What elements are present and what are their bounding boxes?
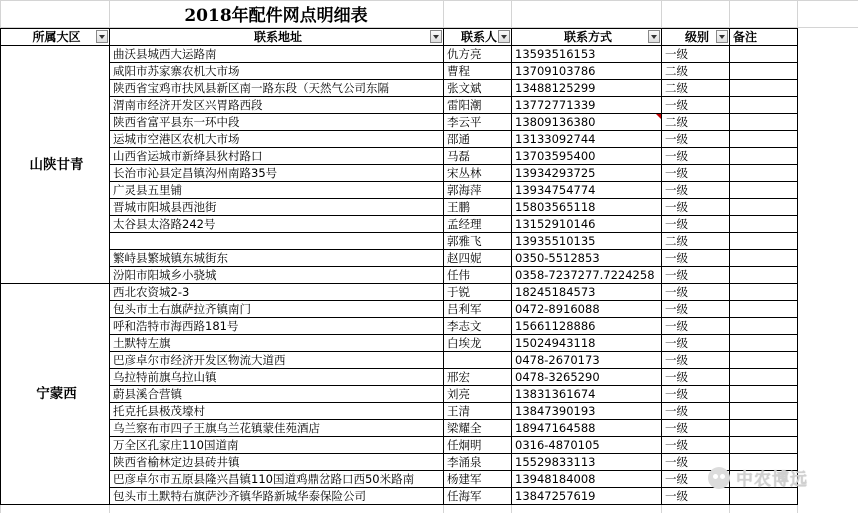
contact-cell[interactable]: 邢宏 (444, 369, 512, 386)
contact-cell[interactable] (444, 352, 512, 369)
table-row (1, 131, 798, 148)
table-row (1, 182, 798, 199)
note-cell[interactable] (730, 216, 798, 233)
phone-cell[interactable]: 13772771339 (512, 97, 662, 114)
table-row (1, 437, 798, 454)
contact-cell[interactable]: 郭雅飞 (444, 233, 512, 250)
contact-cell[interactable]: 王鹏 (444, 199, 512, 216)
wechat-icon (708, 467, 730, 489)
contact-cell[interactable]: 梁耀全 (444, 420, 512, 437)
contact-cell[interactable]: 任海军 (444, 488, 512, 505)
phone-cell[interactable]: 0472-8916088 (512, 301, 662, 318)
address-cell[interactable]: 蔚县溪合营镇 (110, 386, 444, 403)
address-cell[interactable] (110, 233, 444, 250)
note-cell[interactable] (730, 250, 798, 267)
contact-cell[interactable]: 刘亮 (444, 386, 512, 403)
note-cell[interactable] (730, 352, 798, 369)
table-row (1, 420, 798, 437)
level-cell[interactable]: 一级 (662, 131, 730, 148)
level-cell[interactable]: 一级 (662, 165, 730, 182)
note-cell[interactable] (730, 131, 798, 148)
phone-cell[interactable]: 13935510135 (512, 233, 662, 250)
table-row (1, 335, 798, 352)
level-cell[interactable]: 一级 (662, 488, 730, 505)
address-cell[interactable]: 山西省运城市新绛县狄村路口 (110, 148, 444, 165)
note-cell[interactable] (730, 46, 798, 63)
phone-cell[interactable]: 13133092744 (512, 131, 662, 148)
phone-cell[interactable]: 13709103786 (512, 63, 662, 80)
phone-cell[interactable]: 13488125299 (512, 80, 662, 97)
address-cell[interactable]: 土默特左旗 (110, 335, 444, 352)
level-cell[interactable]: 一级 (662, 369, 730, 386)
level-cell[interactable]: 一级 (662, 454, 730, 471)
table-row (1, 454, 798, 471)
level-cell[interactable]: 一级 (662, 46, 730, 63)
address-cell[interactable]: 巴彦卓尔市五原县隆兴昌镇110国道鸡鼎岔路口西50米路南 (110, 471, 444, 488)
note-cell[interactable] (730, 437, 798, 454)
contact-cell[interactable]: 李志文 (444, 318, 512, 335)
address-cell[interactable]: 广灵县五里铺 (110, 182, 444, 199)
address-cell[interactable]: 咸阳市苏家寨农机大市场 (110, 63, 444, 80)
note-cell[interactable] (730, 301, 798, 318)
contact-cell[interactable]: 于锐 (444, 284, 512, 301)
level-cell[interactable]: 二级 (662, 80, 730, 97)
contact-cell[interactable]: 白埃龙 (444, 335, 512, 352)
phone-cell[interactable]: 13152910146 (512, 216, 662, 233)
table-row (1, 63, 798, 80)
level-cell[interactable]: 一级 (662, 182, 730, 199)
note-cell[interactable] (730, 114, 798, 131)
note-cell[interactable] (730, 369, 798, 386)
level-cell[interactable]: 一级 (662, 267, 730, 284)
contact-cell[interactable]: 李涌泉 (444, 454, 512, 471)
note-cell[interactable] (730, 488, 798, 505)
phone-cell[interactable]: 13934754774 (512, 182, 662, 199)
address-cell[interactable]: 渭南市经济开发区兴胃路西段 (110, 97, 444, 114)
note-cell[interactable] (730, 182, 798, 199)
watermark (708, 465, 808, 490)
phone-cell[interactable]: 13847257619 (512, 488, 662, 505)
header-region-label: 所属大区 (32, 30, 81, 44)
address-cell[interactable]: 包头市土默特右旗萨沙齐镇华路新城华泰保险公司 (110, 488, 444, 505)
contact-cell[interactable]: 邵通 (444, 131, 512, 148)
contact-cell[interactable]: 雷阳潮 (444, 97, 512, 114)
note-cell[interactable] (730, 63, 798, 80)
table-row (1, 233, 798, 250)
header-phone-label: 联系方式 (563, 30, 612, 44)
contact-cell[interactable]: 马磊 (444, 148, 512, 165)
header-row (1, 29, 798, 46)
contact-cell[interactable]: 杨建军 (444, 471, 512, 488)
region-cell[interactable]: 宁蒙西 (1, 284, 110, 505)
note-cell[interactable] (730, 97, 798, 114)
table-row (1, 80, 798, 97)
address-cell[interactable]: 晋城市阳城县西池街 (110, 199, 444, 216)
table-row (1, 386, 798, 403)
level-cell[interactable]: 一级 (662, 437, 730, 454)
level-cell[interactable]: 一级 (662, 420, 730, 437)
header-region[interactable] (1, 29, 110, 46)
level-cell[interactable]: 一级 (662, 250, 730, 267)
level-cell[interactable]: 一级 (662, 216, 730, 233)
phone-cell[interactable]: 13703595400 (512, 148, 662, 165)
address-cell[interactable]: 乌兰察布市四子王旗乌兰花镇蒙佳苑酒店 (110, 420, 444, 437)
table-row (1, 199, 798, 216)
note-cell[interactable] (730, 80, 798, 97)
table-row (1, 471, 798, 488)
phone-cell[interactable]: 13847390193 (512, 403, 662, 420)
level-cell[interactable]: 一级 (662, 318, 730, 335)
phone-cell[interactable]: 13831361674 (512, 386, 662, 403)
level-cell[interactable]: 一级 (662, 403, 730, 420)
note-cell[interactable] (730, 199, 798, 216)
level-cell[interactable]: 一级 (662, 148, 730, 165)
contact-cell[interactable]: 王清 (444, 403, 512, 420)
address-cell[interactable]: 巴彦卓尔市经济开发区物流大道西 (110, 352, 444, 369)
header-contact[interactable] (444, 29, 512, 46)
table-row (1, 46, 798, 63)
branch-table (0, 28, 798, 505)
contact-cell[interactable]: 仇方亮 (444, 46, 512, 63)
table-row (1, 250, 798, 267)
address-cell[interactable]: 呼和浩特市海西路181号 (110, 318, 444, 335)
table-row (1, 488, 798, 505)
address-cell[interactable]: 西北农资城2-3 (110, 284, 444, 301)
phone-cell[interactable]: 15529833113 (512, 454, 662, 471)
phone-cell[interactable]: 15661128886 (512, 318, 662, 335)
filter-dropdown-icon[interactable] (96, 30, 108, 43)
contact-cell[interactable]: 宋丛林 (444, 165, 512, 182)
table-row (1, 403, 798, 420)
level-cell[interactable]: 二级 (662, 233, 730, 250)
sheet-title[interactable]: 2018年配件网点明细表 (184, 6, 368, 26)
address-cell[interactable]: 陕西省富平县东一环中段 (110, 114, 444, 131)
level-cell[interactable]: 一级 (662, 335, 730, 352)
level-cell[interactable]: 一级 (662, 352, 730, 369)
phone-cell[interactable]: 0358-7237277.7224258 (512, 267, 662, 284)
level-cell[interactable]: 一级 (662, 301, 730, 318)
table-row (1, 284, 798, 301)
note-cell[interactable] (730, 233, 798, 250)
contact-cell[interactable]: 任炯明 (444, 437, 512, 454)
contact-cell[interactable]: 孟经理 (444, 216, 512, 233)
level-cell[interactable]: 二级 (662, 63, 730, 80)
contact-cell[interactable]: 郭海萍 (444, 182, 512, 199)
header-address-label: 联系地址 (253, 30, 302, 44)
level-cell[interactable]: 一级 (662, 199, 730, 216)
note-cell[interactable] (730, 165, 798, 182)
contact-cell[interactable]: 任伟 (444, 267, 512, 284)
phone-cell[interactable]: 0478-3265290 (512, 369, 662, 386)
phone-cell[interactable]: 13593516153 (512, 46, 662, 63)
note-cell[interactable] (730, 148, 798, 165)
table-row (1, 267, 798, 284)
table-row (1, 301, 798, 318)
filter-dropdown-icon[interactable] (430, 30, 442, 43)
contact-cell[interactable]: 曹程 (444, 63, 512, 80)
contact-cell[interactable]: 张文斌 (444, 80, 512, 97)
phone-cell[interactable]: 15803565118 (512, 199, 662, 216)
header-level[interactable] (662, 29, 730, 46)
phone-cell[interactable]: 18245184573 (512, 284, 662, 301)
table-row (1, 352, 798, 369)
address-cell[interactable]: 陕西省榆林定边县砖井镇 (110, 454, 444, 471)
watermark-text: 中农博远 (736, 470, 808, 490)
address-cell[interactable]: 陕西省宝鸡市扶风县新区南一路东段（天然气公司东隔 (110, 80, 444, 97)
level-cell[interactable]: 一级 (662, 97, 730, 114)
phone-cell[interactable]: 13948184008 (512, 471, 662, 488)
phone-cell[interactable]: 15024943118 (512, 335, 662, 352)
level-cell[interactable]: 二级 (662, 114, 730, 131)
address-cell[interactable]: 曲沃县城西大运路南 (110, 46, 444, 63)
address-cell[interactable]: 运城市空港区农机大市场 (110, 131, 444, 148)
filter-dropdown-icon[interactable] (716, 30, 728, 43)
address-cell[interactable]: 托克托县极茂壕村 (110, 403, 444, 420)
table-row (1, 165, 798, 182)
table-row (1, 148, 798, 165)
address-cell[interactable]: 繁峙县繁城镇东城街东 (110, 250, 444, 267)
header-contact-label: 联系人 (460, 30, 497, 44)
table-row (1, 97, 798, 114)
region-cell[interactable]: 山陕甘青 (1, 46, 110, 284)
phone-cell[interactable]: 13934293725 (512, 165, 662, 182)
level-cell[interactable]: 一级 (662, 386, 730, 403)
note-cell[interactable] (730, 284, 798, 301)
address-cell[interactable]: 乌拉特前旗乌拉山镇 (110, 369, 444, 386)
note-cell[interactable] (730, 335, 798, 352)
table-row (1, 216, 798, 233)
contact-cell[interactable]: 赵四妮 (444, 250, 512, 267)
address-cell[interactable]: 长治市沁县定昌镇沟州南路35号 (110, 165, 444, 182)
contact-cell[interactable]: 吕利军 (444, 301, 512, 318)
contact-cell[interactable]: 李云平 (444, 114, 512, 131)
phone-cell[interactable]: 13809136380 (512, 114, 662, 131)
header-phone[interactable] (512, 29, 662, 46)
filter-dropdown-icon[interactable] (648, 30, 660, 43)
header-address[interactable] (110, 29, 444, 46)
address-cell[interactable]: 汾阳市阳城乡小骁城 (110, 267, 444, 284)
header-level-label: 级别 (684, 30, 709, 44)
header-note-label: 备注 (733, 30, 758, 44)
address-cell[interactable]: 太谷县太洛路242号 (110, 216, 444, 233)
address-cell[interactable]: 包头市土右旗萨拉齐镇南门 (110, 301, 444, 318)
header-note[interactable] (730, 29, 798, 46)
comment-indicator[interactable] (656, 114, 661, 119)
note-cell[interactable] (730, 386, 798, 403)
note-cell[interactable] (730, 267, 798, 284)
level-cell[interactable]: 一级 (662, 284, 730, 301)
table-row (1, 369, 798, 386)
phone-cell[interactable]: 0350-5512853 (512, 250, 662, 267)
phone-cell[interactable]: 0316-4870105 (512, 437, 662, 454)
level-cell[interactable]: 一级 (662, 471, 730, 488)
note-cell[interactable] (730, 420, 798, 437)
table-row (1, 318, 798, 335)
filter-dropdown-icon[interactable] (498, 30, 510, 43)
note-cell[interactable] (730, 318, 798, 335)
phone-cell[interactable]: 18947164588 (512, 420, 662, 437)
note-cell[interactable] (730, 403, 798, 420)
phone-cell[interactable]: 0478-2670173 (512, 352, 662, 369)
address-cell[interactable]: 万全区孔家庄110国道南 (110, 437, 444, 454)
table-row (1, 114, 798, 131)
